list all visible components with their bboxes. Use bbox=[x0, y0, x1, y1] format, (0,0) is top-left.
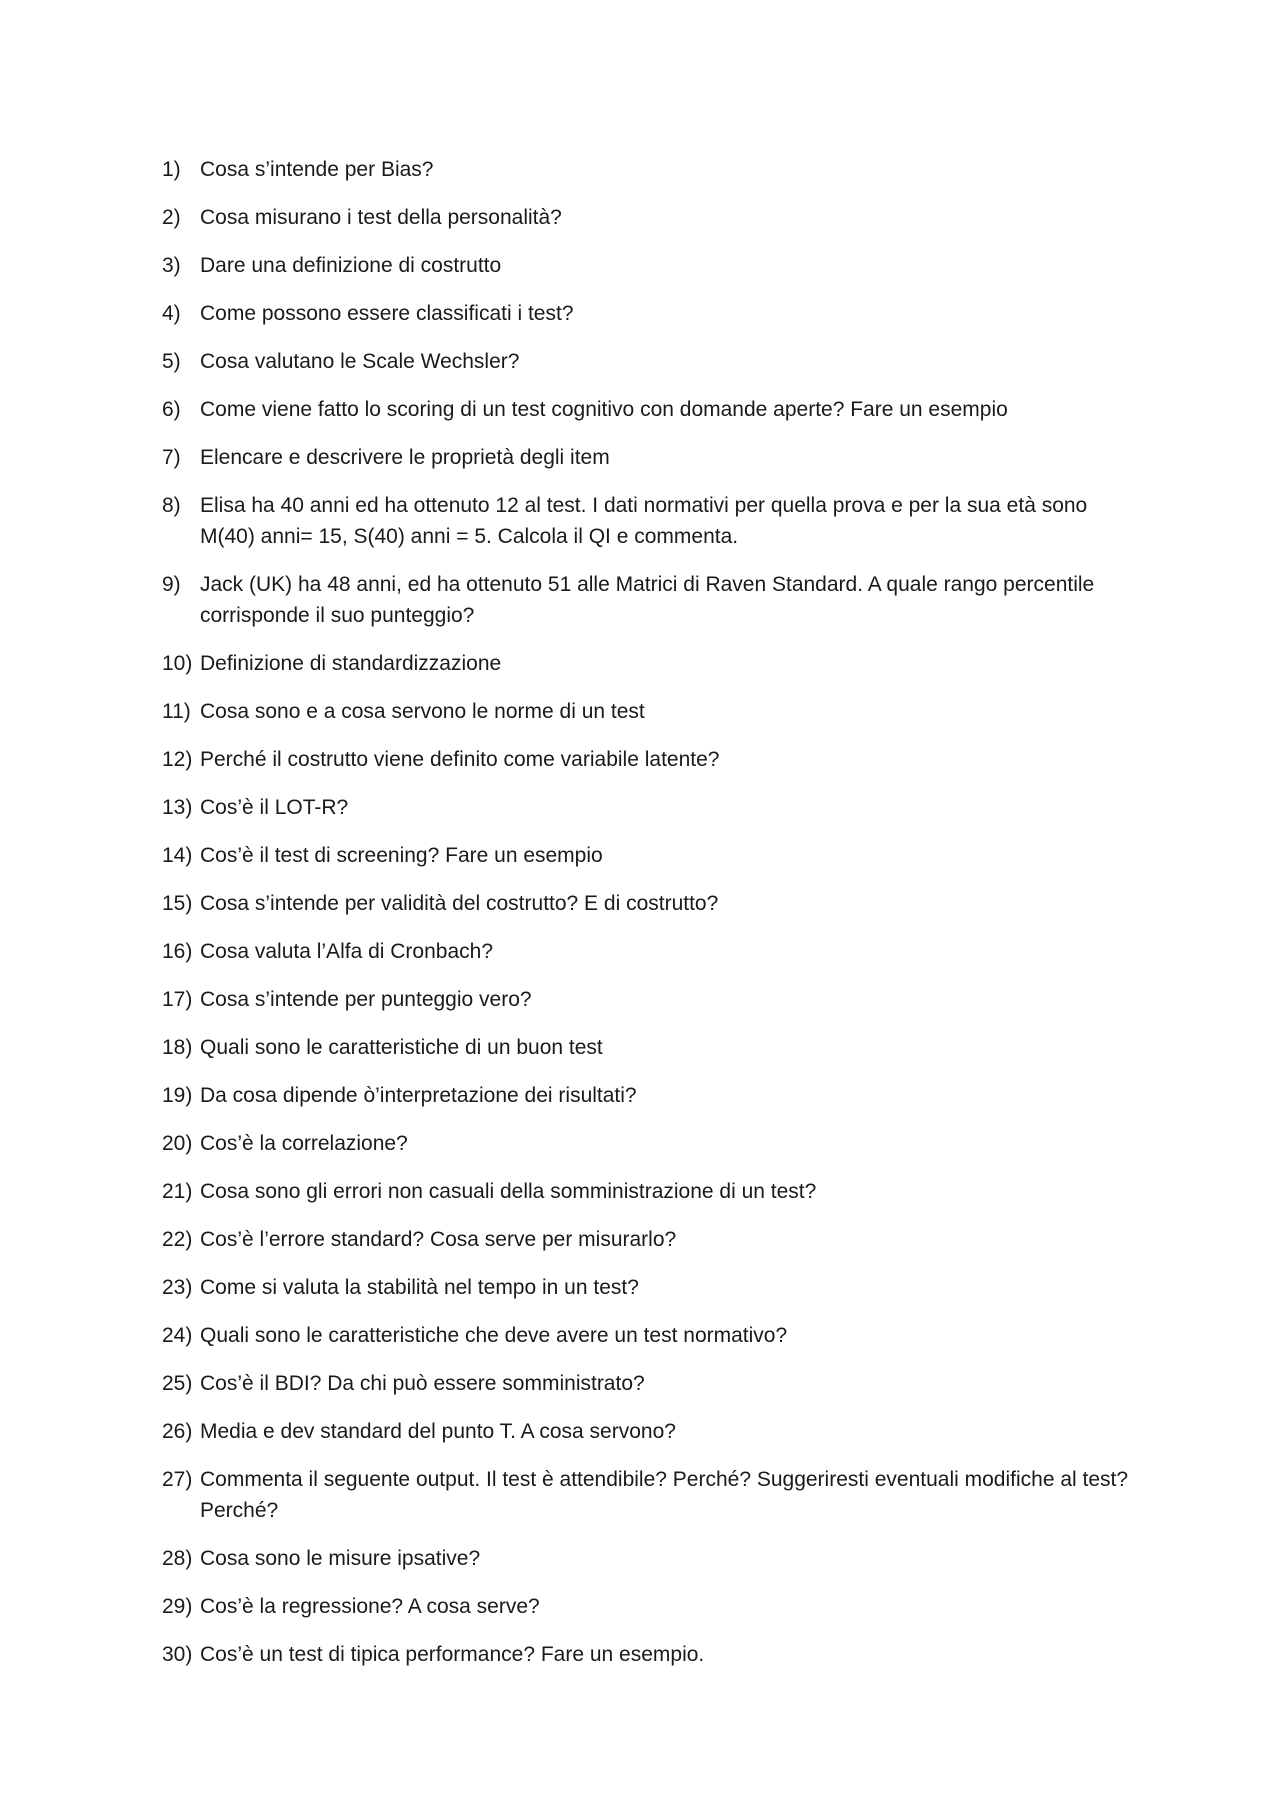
question-number: 17) bbox=[162, 988, 193, 1011]
question-item bbox=[162, 1128, 1137, 1159]
question-item bbox=[162, 1639, 1137, 1670]
question-item bbox=[162, 1080, 1137, 1111]
question-item bbox=[162, 298, 1137, 329]
question-item bbox=[162, 1320, 1137, 1351]
question-number: 28) bbox=[162, 1547, 193, 1570]
question-text: Cos’è il test di screening? Fare un esempio bbox=[200, 844, 603, 867]
question-text: Cosa s’intende per Bias? bbox=[200, 158, 434, 181]
question-number: 19) bbox=[162, 1084, 193, 1107]
question-text: Cos’è la correlazione? bbox=[200, 1132, 408, 1155]
question-item bbox=[162, 1176, 1137, 1207]
question-number: 15) bbox=[162, 892, 193, 915]
question-number: 21) bbox=[162, 1180, 193, 1203]
question-text: Dare una definizione di costrutto bbox=[200, 254, 502, 277]
question-text: Quali sono le caratteristiche di un buon test bbox=[200, 1036, 603, 1059]
question-number: 4) bbox=[162, 302, 181, 325]
question-item bbox=[162, 490, 1137, 552]
question-item bbox=[162, 1272, 1137, 1303]
question-number: 3) bbox=[162, 254, 181, 277]
question-number: 14) bbox=[162, 844, 193, 867]
question-text: Cosa sono e a cosa servono le norme di un test bbox=[200, 700, 645, 723]
question-text: Cosa valuta l’Alfa di Cronbach? bbox=[200, 940, 493, 963]
question-item bbox=[162, 1224, 1137, 1255]
question-number: 27) bbox=[162, 1468, 193, 1491]
question-item bbox=[162, 840, 1137, 871]
question-text: Cosa s’intende per validità del costrutto? E di costrutto? bbox=[200, 892, 719, 915]
question-text: Cosa s’intende per punteggio vero? bbox=[200, 988, 532, 1011]
question-number: 20) bbox=[162, 1132, 193, 1155]
question-text: Cosa sono gli errori non casuali della somministrazione di un test? bbox=[200, 1180, 817, 1203]
question-item bbox=[162, 696, 1137, 727]
question-text: Cosa valutano le Scale Wechsler? bbox=[200, 350, 520, 373]
question-item bbox=[162, 202, 1137, 233]
question-text: Definizione di standardizzazione bbox=[200, 652, 502, 675]
question-text: Elisa ha 40 anni ed ha ottenuto 12 al test. I dati normativi per quella prova e per la sua età sono M(40) anni= 15, S(40) anni = 5. Calcola il QI e commenta. bbox=[200, 494, 1088, 548]
question-item bbox=[162, 1543, 1137, 1574]
question-item bbox=[162, 442, 1137, 473]
question-item bbox=[162, 346, 1137, 377]
question-item bbox=[162, 1464, 1137, 1526]
question-item bbox=[162, 888, 1137, 919]
question-item bbox=[162, 984, 1137, 1015]
question-item bbox=[162, 154, 1137, 185]
question-number: 30) bbox=[162, 1643, 193, 1666]
question-text: Cos’è un test di tipica performance? Fare un esempio. bbox=[200, 1643, 705, 1666]
question-item bbox=[162, 936, 1137, 967]
question-number: 8) bbox=[162, 494, 181, 517]
question-number: 2) bbox=[162, 206, 181, 229]
question-number: 12) bbox=[162, 748, 193, 771]
question-item bbox=[162, 394, 1137, 425]
question-item bbox=[162, 744, 1137, 775]
question-text: Cosa misurano i test della personalità? bbox=[200, 206, 562, 229]
question-number: 16) bbox=[162, 940, 193, 963]
question-number: 13) bbox=[162, 796, 193, 819]
question-text: Da cosa dipende ò’interpretazione dei risultati? bbox=[200, 1084, 637, 1107]
question-text: Come si valuta la stabilità nel tempo in un test? bbox=[200, 1276, 639, 1299]
question-item bbox=[162, 792, 1137, 823]
question-text: Perché il costrutto viene definito come variabile latente? bbox=[200, 748, 720, 771]
question-text: Cos’è il BDI? Da chi può essere somministrato? bbox=[200, 1372, 645, 1395]
question-item bbox=[162, 1416, 1137, 1447]
question-number: 23) bbox=[162, 1276, 193, 1299]
question-text: Cosa sono le misure ipsative? bbox=[200, 1547, 481, 1570]
question-number: 24) bbox=[162, 1324, 193, 1347]
question-number: 1) bbox=[162, 158, 181, 181]
question-item bbox=[162, 1032, 1137, 1063]
question-text: Quali sono le caratteristiche che deve avere un test normativo? bbox=[200, 1324, 788, 1347]
question-text: Elencare e descrivere le proprietà degli item bbox=[200, 446, 610, 469]
question-number: 9) bbox=[162, 573, 181, 596]
question-text: Come possono essere classificati i test? bbox=[200, 302, 574, 325]
question-list bbox=[162, 154, 1137, 1687]
question-text: Media e dev standard del punto T. A cosa servono? bbox=[200, 1420, 676, 1443]
question-item bbox=[162, 569, 1137, 631]
question-number: 7) bbox=[162, 446, 181, 469]
question-text: Cos’è il LOT-R? bbox=[200, 796, 349, 819]
question-text: Jack (UK) ha 48 anni, ed ha ottenuto 51 alle Matrici di Raven Standard. A quale rango percentile corrisponde il suo punteggio? bbox=[200, 573, 1095, 627]
question-text: Cos’è la regressione? A cosa serve? bbox=[200, 1595, 540, 1618]
question-text: Cos’è l’errore standard? Cosa serve per misurarlo? bbox=[200, 1228, 677, 1251]
question-number: 5) bbox=[162, 350, 181, 373]
question-item bbox=[162, 250, 1137, 281]
question-item bbox=[162, 1591, 1137, 1622]
question-item bbox=[162, 1368, 1137, 1399]
question-number: 29) bbox=[162, 1595, 193, 1618]
question-number: 11) bbox=[162, 700, 191, 723]
question-number: 26) bbox=[162, 1420, 193, 1443]
question-number: 25) bbox=[162, 1372, 193, 1395]
question-number: 6) bbox=[162, 398, 181, 421]
question-number: 10) bbox=[162, 652, 193, 675]
question-text: Commenta il seguente output. Il test è attendibile? Perché? Suggeriresti eventuali modifiche al test? Perché? bbox=[200, 1468, 1129, 1522]
question-number: 22) bbox=[162, 1228, 193, 1251]
question-item bbox=[162, 648, 1137, 679]
question-number: 18) bbox=[162, 1036, 193, 1059]
question-text: Come viene fatto lo scoring di un test cognitivo con domande aperte? Fare un esempio bbox=[200, 398, 1008, 421]
